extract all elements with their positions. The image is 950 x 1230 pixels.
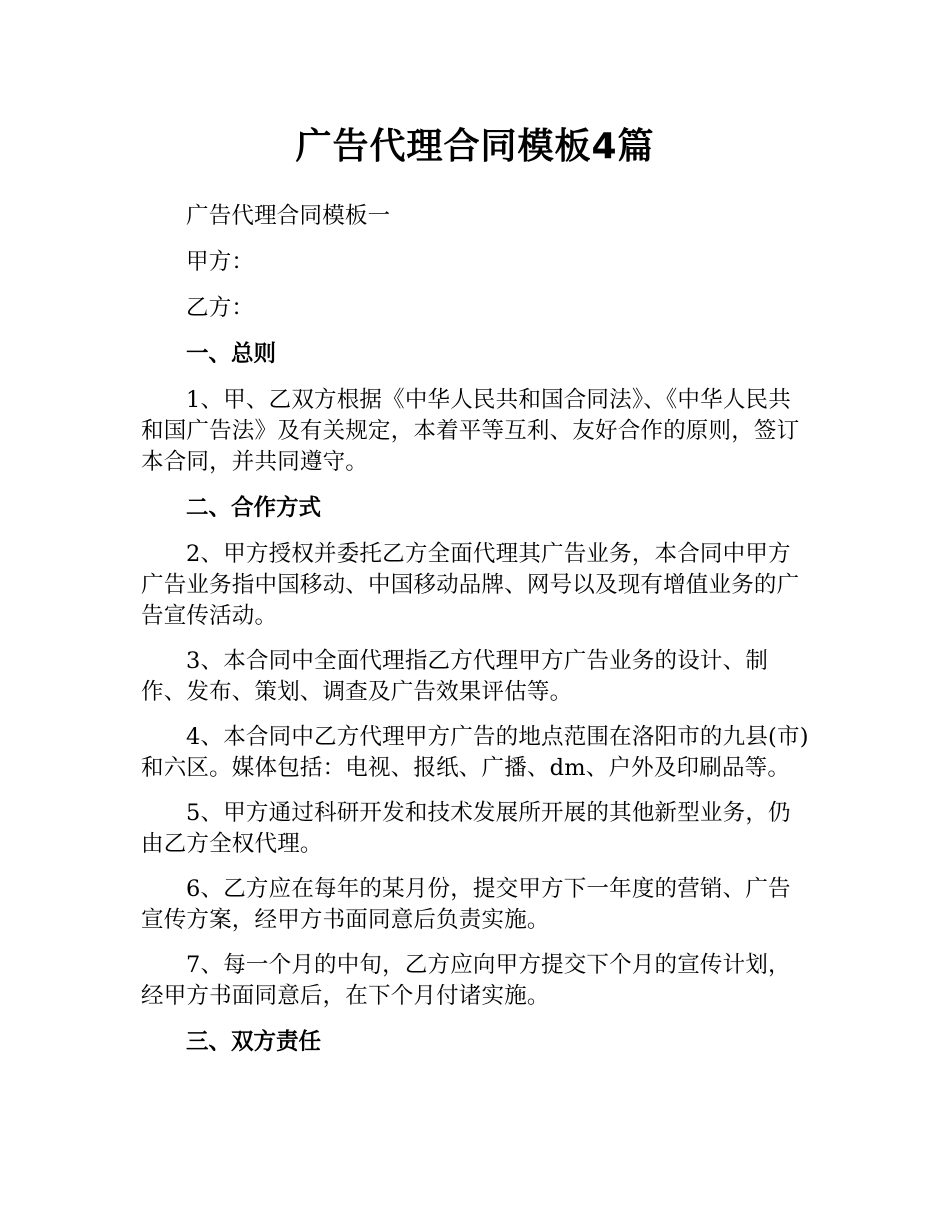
clause-2: 2、甲方授权并委托乙方全面代理其广告业务，本合同中甲方广告业务指中国移动、中国移动品牌、网号以及现有增值业务的广告宣传活动。 (141, 541, 800, 629)
clause-7: 7、每一个月的中旬，乙方应向甲方提交下个月的宣传计划，经甲方书面同意后，在下个月付诸实施。 (141, 952, 791, 1009)
clause-5: 5、甲方通过科研开发和技术发展所开展的其他新型业务，仍由乙方全权代理。 (141, 800, 791, 857)
section-heading-cooperation: 二、合作方式 (186, 495, 322, 521)
contract-subtitle: 广告代理合同模板一 (186, 203, 391, 229)
document-body (141, 201, 811, 1058)
document-title: 广告代理合同模板4篇 (295, 126, 655, 167)
clause-4: 4、本合同中乙方代理甲方广告的地点范围在洛阳市的九县(市)和六区。媒体包括：电视、报纸、广播、dm、户外及印刷品等。 (141, 724, 809, 781)
clause-6: 6、乙方应在每年的某月份，提交甲方下一年度的营销、广告宣传方案，经甲方书面同意后负责实施。 (141, 876, 791, 933)
clause-1: 1、甲、乙双方根据《中华人民共和国合同法》、《中华人民共和国广告法》及有关规定，本着平等互利、友好合作的原则，签订本合同，并共同遵守。 (141, 387, 800, 475)
clause-3: 3、本合同中全面代理指乙方代理甲方广告业务的设计、制作、发布、策划、调查及广告效果评估等。 (141, 648, 769, 705)
section-heading-general: 一、总则 (186, 341, 277, 367)
section-heading-responsibilities: 三、双方责任 (186, 1029, 322, 1055)
party-b-label: 乙方： (186, 295, 255, 321)
party-a-label: 甲方： (186, 249, 255, 275)
